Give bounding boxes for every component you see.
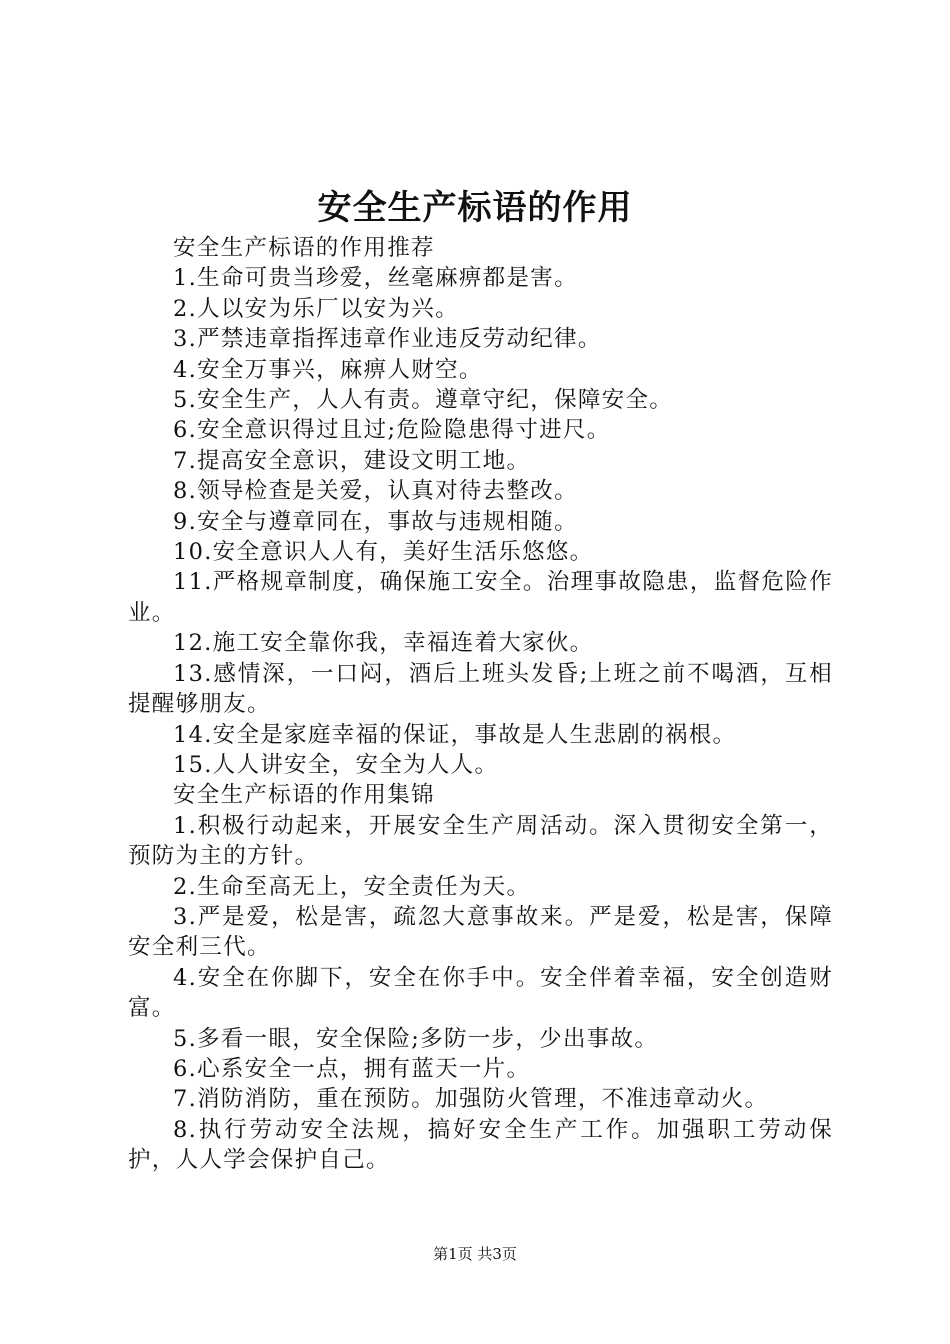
slogan-item: 13.感情深，一口闷，酒后上班头发昏;上班之前不喝酒，互相提醒够朋友。 <box>128 660 833 718</box>
slogan-item: 1.生命可贵当珍爱，丝毫麻痹都是害。 <box>173 265 578 292</box>
slogan-item: 9.安全与遵章同在，事故与违规相随。 <box>173 508 578 535</box>
document-body <box>128 233 833 1176</box>
slogan-item: 6.心系安全一点，拥有蓝天一片。 <box>173 1055 531 1082</box>
slogan-item: 15.人人讲安全，安全为人人。 <box>173 751 499 778</box>
section-heading: 安全生产标语的作用集锦 <box>173 782 435 809</box>
page-number-footer: 第1页 共3页 <box>433 1245 517 1263</box>
section-heading: 安全生产标语的作用推荐 <box>173 235 435 261</box>
slogan-item: 8.领导检查是关爱，认真对待去整改。 <box>173 478 578 505</box>
slogan-item: 6.安全意识得过且过;危险隐患得寸进尺。 <box>173 417 611 444</box>
slogan-item: 11.严格规章制度，确保施工安全。治理事故隐患，监督危险作业。 <box>128 569 833 626</box>
slogan-item: 14.安全是家庭幸福的保证，事故是人生悲剧的祸根。 <box>173 721 737 748</box>
slogan-item: 3.严是爱，松是害，疏忽大意事故来。严是爱，松是害，保障安全利三代。 <box>128 903 833 961</box>
slogan-item: 2.生命至高无上，安全责任为天。 <box>173 873 531 900</box>
slogan-item: 10.安全意识人人有，美好生活乐悠悠。 <box>173 539 594 566</box>
slogan-item: 4.安全在你脚下，安全在你手中。安全伴着幸福，安全创造财富。 <box>128 964 833 1022</box>
slogan-item: 3.严禁违章指挥违章作业违反劳动纪律。 <box>173 326 602 353</box>
slogan-item: 5.多看一眼，安全保险;多防一步，少出事故。 <box>173 1025 659 1052</box>
slogan-item: 7.消防消防，重在预防。加强防火管理，不准违章动火。 <box>173 1086 769 1113</box>
document-title: 安全生产标语的作用 <box>317 188 633 228</box>
slogan-item: 12.施工安全靠你我，幸福连着大家伙。 <box>173 630 594 657</box>
slogan-item: 7.提高安全意识，建设文明工地。 <box>173 447 531 474</box>
slogan-item: 2.人以安为乐厂以安为兴。 <box>173 295 459 322</box>
slogan-item: 8.执行劳动安全法规，搞好安全生产工作。加强职工劳动保护，人人学会保护自己。 <box>128 1116 833 1174</box>
slogan-item: 1.积极行动起来，开展安全生产周活动。深入贯彻安全第一，预防为主的方针。 <box>128 812 833 870</box>
slogan-item: 4.安全万事兴，麻痹人财空。 <box>173 356 483 383</box>
slogan-item: 5.安全生产，人人有责。遵章守纪，保障安全。 <box>173 387 674 414</box>
